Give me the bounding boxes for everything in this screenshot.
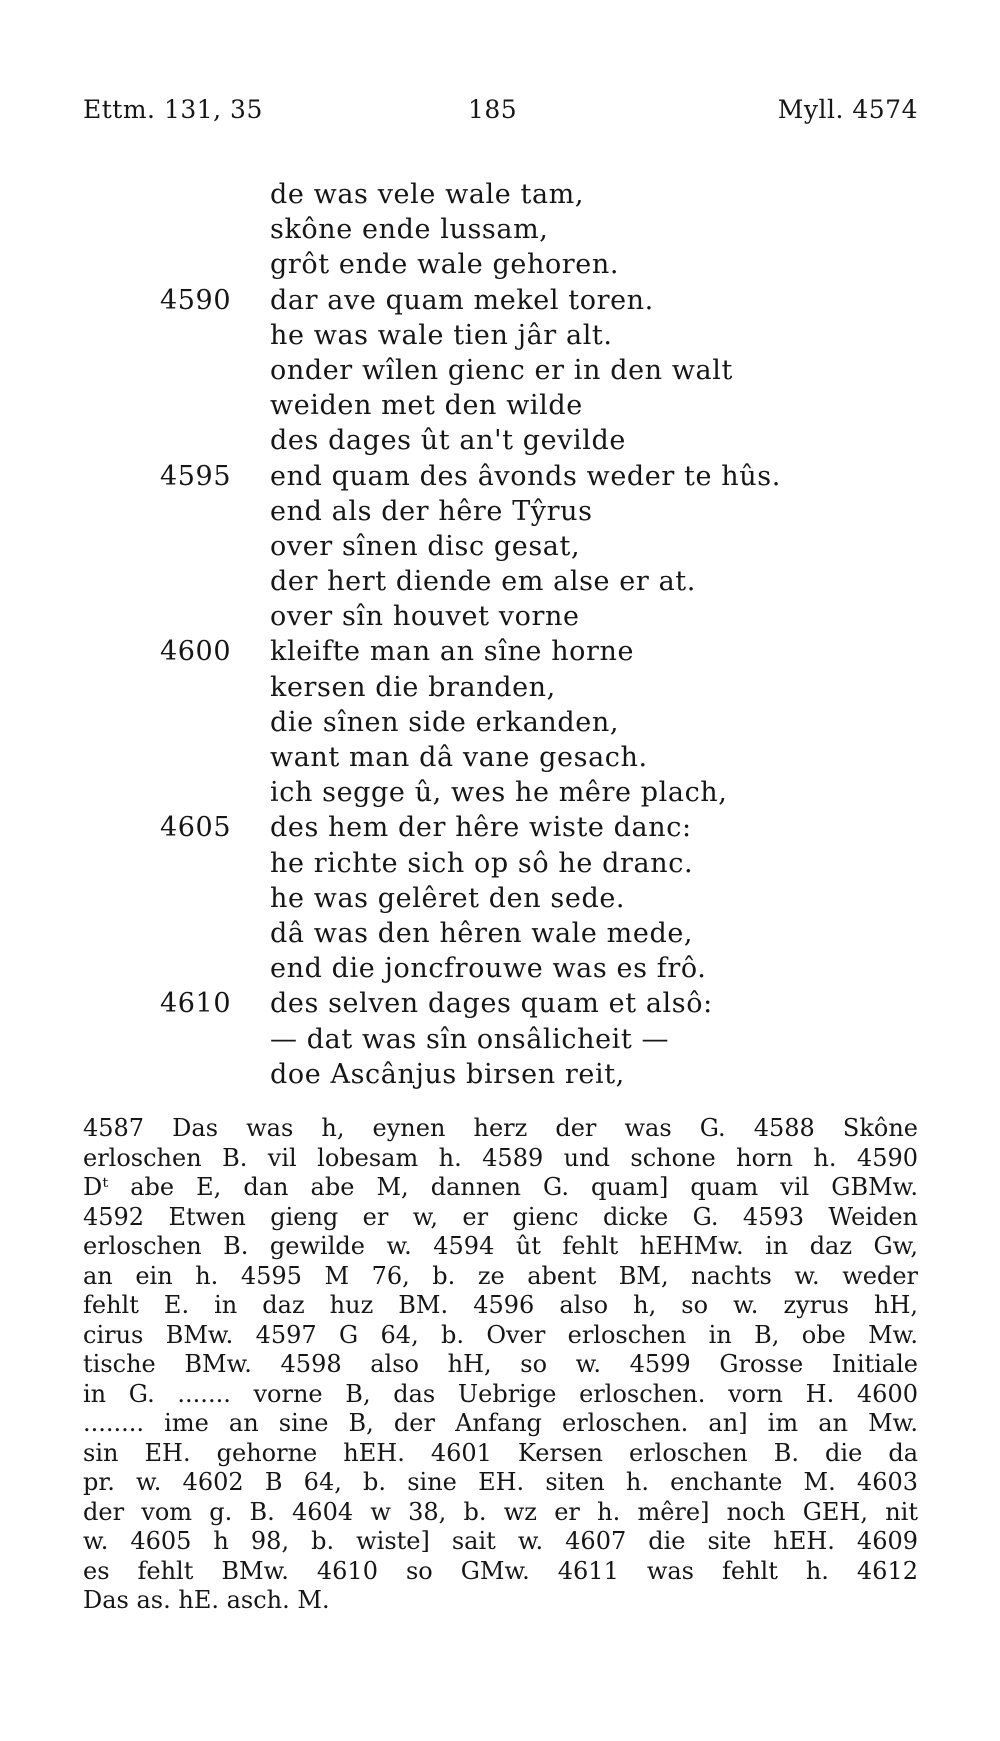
verse-text-line: der hert diende em alse er at.	[270, 566, 696, 598]
verse-line	[0, 916, 1000, 951]
verse-text-line: over sîn houvet vorne	[270, 601, 580, 633]
verse-number: 4610	[160, 988, 232, 1020]
verse-text-line: end als der hêre Tŷrus	[270, 495, 593, 527]
verse-text-line: he richte sich op sô he dranc.	[270, 847, 694, 879]
verse-text-line: onder wîlen gienc er in den walt	[270, 354, 733, 386]
verse-text-line: de was vele wale tam,	[270, 179, 585, 210]
verse-line	[0, 810, 1000, 845]
apparatus-line: 4592 Etwen gieng er w, er gienc dicke G. 4593 Weiden	[83, 1202, 918, 1231]
verse-line	[0, 283, 1000, 318]
apparatus-line: Dᵗ abe E, dan abe M, dannen G. quam] quam vil GBMw.	[83, 1173, 918, 1201]
verse-text-line: kersen die branden,	[270, 671, 556, 703]
verse-text-line: grôt ende wale gehoren.	[270, 249, 620, 281]
apparatus-line: tische BMw. 4598 also hH, so w. 4599 Grosse Initiale	[83, 1350, 918, 1378]
apparatus-line: cirus BMw. 4597 G 64, b. Over erloschen in B, obe Mw.	[83, 1320, 918, 1349]
verse-line	[0, 775, 1000, 810]
verse-text-line: dar ave quam mekel toren.	[270, 284, 654, 316]
verse-text-line: end quam des âvonds weder te hûs.	[270, 460, 781, 492]
verse-number: 4590	[160, 284, 232, 316]
verse-line	[0, 529, 1000, 564]
verse-text-line: he was wale tien jâr alt.	[270, 319, 613, 351]
apparatus-line: erloschen B. gewilde w. 4594 ût fehlt hEHMw. in daz Gw,	[83, 1232, 918, 1260]
verse-text-line: des hem der hêre wiste danc:	[270, 812, 692, 844]
verse-text-line: — dat was sîn onsâlicheit —	[270, 1023, 670, 1055]
apparatus-line: w. 4605 h 98, b. wiste] sait w. 4607 die site hEH. 4609	[83, 1527, 918, 1555]
apparatus-line: es fehlt BMw. 4610 so GMw. 4611 was fehlt h. 4612	[83, 1556, 918, 1585]
verse-line	[0, 318, 1000, 353]
verse-line	[0, 212, 1000, 247]
apparatus-line: in G. ....... vorne B, das Uebrige erloschen. vorn H. 4600	[83, 1379, 918, 1408]
verse-line	[0, 634, 1000, 669]
verse-line	[0, 423, 1000, 458]
apparatus-line: ........ ime an sine B, der Anfang erloschen. an] im an Mw.	[83, 1409, 918, 1437]
verse-text-line: die sînen side erkanden,	[270, 706, 620, 738]
verse-text	[0, 177, 1000, 1092]
verse-line	[0, 846, 1000, 881]
verse-line	[0, 247, 1000, 282]
apparatus-line: sin EH. gehorne hEH. 4601 Kersen erloschen B. die da	[83, 1438, 918, 1467]
verse-text-line: doe Ascânjus birsen reit,	[270, 1058, 625, 1090]
verse-line	[0, 951, 1000, 986]
verse-line	[0, 670, 1000, 705]
verse-number: 4605	[160, 812, 232, 844]
header-right-reference: Myll. 4574	[777, 95, 918, 124]
verse-text-line: des dages ût an't gevilde	[270, 425, 626, 457]
verse-text-line: des selven dages quam et alsô:	[270, 988, 713, 1020]
verse-text-line: dâ was den hêren wale mede,	[270, 917, 694, 949]
apparatus-line: pr. w. 4602 B 64, b. sine EH. siten h. enchante M. 4603	[83, 1468, 918, 1496]
verse-text-line: over sînen disc gesat,	[270, 530, 581, 562]
apparatus-line: an ein h. 4595 M 76, b. ze abent BM, nachts w. weder	[83, 1261, 918, 1290]
apparatus-line: Das as. hE. asch. M.	[83, 1586, 330, 1614]
verse-number: 4595	[160, 460, 232, 492]
running-head	[83, 95, 918, 135]
critical-apparatus	[83, 1114, 918, 1616]
verse-line	[0, 388, 1000, 423]
page-number: 185	[468, 95, 518, 124]
verse-text-line: weiden met den wilde	[270, 390, 583, 422]
verse-text-line: he was gelêret den sede.	[270, 882, 626, 914]
apparatus-line: 4587 Das was h, eynen herz der was G. 4588 Skône	[83, 1114, 918, 1142]
verse-text-line: kleifte man an sîne horne	[270, 636, 635, 668]
header-left-reference: Ettm. 131, 35	[83, 95, 263, 124]
verse-line	[0, 740, 1000, 775]
apparatus-line: der vom g. B. 4604 w 38, b. wz er h. mêre] noch GEH, nit	[83, 1497, 918, 1526]
apparatus-line: fehlt E. in daz huz BM. 4596 also h, so w. zyrus hH,	[83, 1291, 918, 1319]
verse-line	[0, 177, 1000, 212]
verse-text-line: want man dâ vane gesach.	[270, 742, 648, 773]
verse-line	[0, 459, 1000, 494]
verse-line	[0, 705, 1000, 740]
verse-line	[0, 986, 1000, 1021]
verse-line	[0, 881, 1000, 916]
verse-line	[0, 353, 1000, 388]
verse-number: 4600	[160, 636, 232, 668]
verse-line	[0, 564, 1000, 599]
verse-line	[0, 1057, 1000, 1092]
verse-text-line: end die joncfrouwe was es frô.	[270, 953, 707, 985]
apparatus-line: erloschen B. vil lobesam h. 4589 und schone horn h. 4590	[83, 1143, 918, 1172]
verse-text-line: ich segge û, wes he mêre plach,	[270, 777, 728, 809]
verse-text-line: skône ende lussam,	[270, 214, 549, 246]
verse-line	[0, 599, 1000, 634]
verse-line	[0, 1022, 1000, 1057]
verse-line	[0, 494, 1000, 529]
